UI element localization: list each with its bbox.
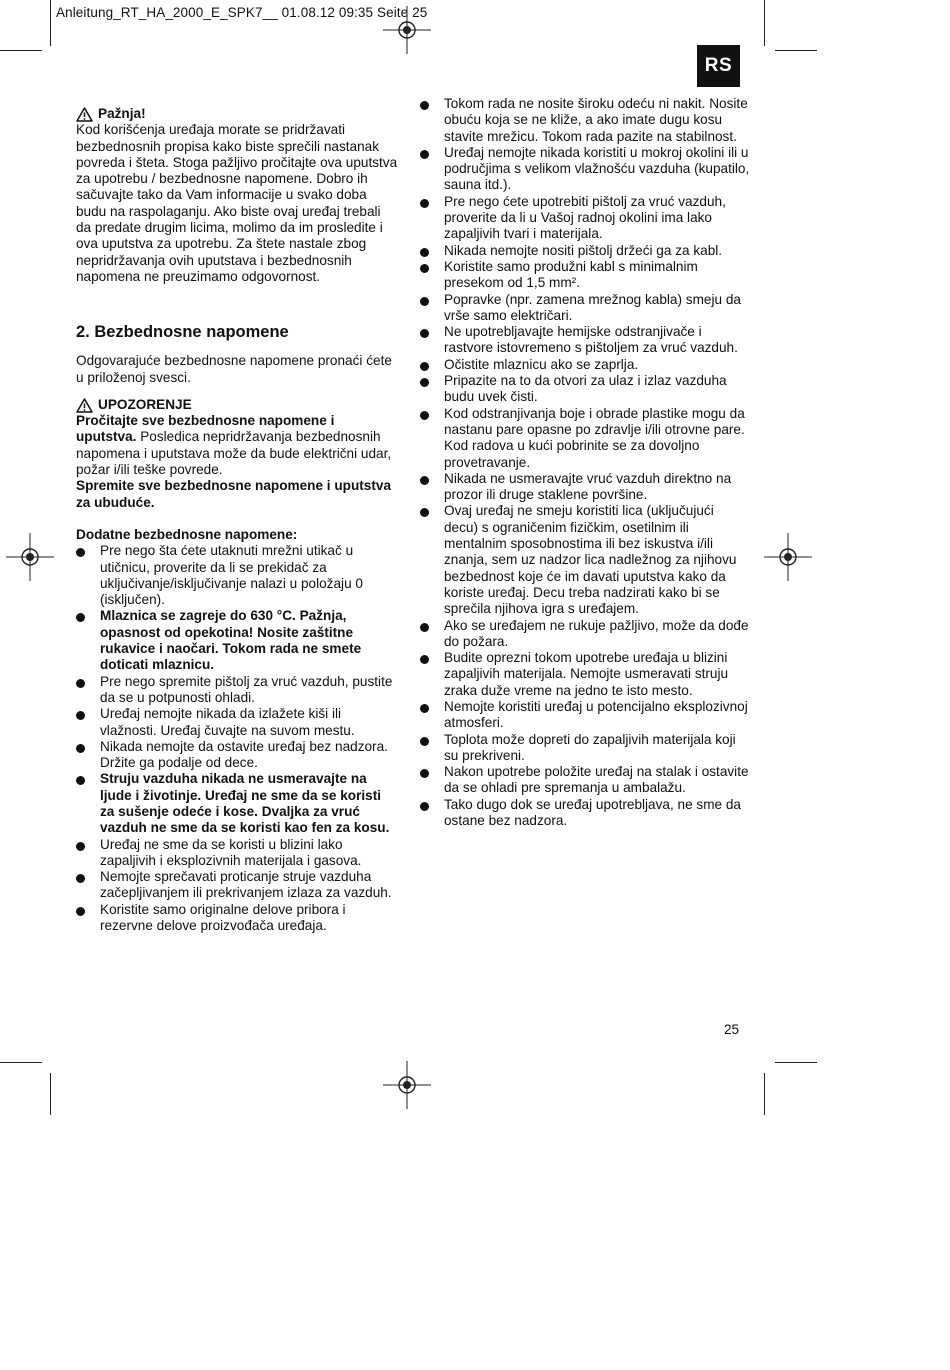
list-item: Ako se uređajem ne rukuje pažljivo, može da dođe do požara. <box>420 618 750 651</box>
right-column <box>420 96 750 829</box>
list-item: Mlaznica se zagreje do 630 °C. Pažnja, opasnost od opekotina! Nosite zaštitne rukavice i naočari. Tokom rada ne smete doticati mlaznicu. <box>76 608 398 673</box>
crop-mark <box>50 0 51 46</box>
list-item: Pre nego ćete upotrebiti pištolj za vruć vazduh, proverite da li u Vašoj radnoj okolini ima lako zapaljivih tvari i materijala. <box>420 194 750 243</box>
warning-text: Posledica nepridržavanja bezbednosnih napomena i uputstava može da bude električni udar, požar i/ili teške povrede. <box>76 429 392 478</box>
crop-mark <box>764 0 765 46</box>
list-item: Uređaj nemojte nikada da izlažete kiši ili vlažnosti. Uređaj čuvajte na suvom mestu. <box>76 706 398 739</box>
list-item: Ovaj uređaj ne smeju koristiti lica (uključujući decu) s ograničenim fizičkim, osetilnim ili mentalnim sposobnostima ili bez iskustva i/ili znanja, sem uz nadzor lica nadležnog za njihovu bezbednost koje će im davati uputstva kako da koriste uređaj. Decu treba nadzirati kako bi se sprečila njihova igra s uređajem. <box>420 503 750 617</box>
list-item: Budite oprezni tokom upotrebe uređaja u blizini zapaljivih materijala. Nemojte usmeravati struju zraka duže vreme na jedno te isto mesto. <box>420 650 750 699</box>
list-item: Popravke (npr. zamena mrežnog kabla) smeju da vrše samo električari. <box>420 292 750 325</box>
list-item: Kod odstranjivanja boje i obrade plastike mogu da nastanu pare opasne po zdravlje i/ili otrovne pare. Kod radova u kući pobrinite se za dovoljno provetravanje. <box>420 406 750 471</box>
warning-triangle-icon <box>76 398 93 413</box>
list-item: Nemojte koristiti uređaj u potencijalno eksplozivnoj atmosferi. <box>420 699 750 732</box>
registration-mark-icon <box>383 1061 431 1109</box>
list-item: Pre nego spremite pištolj za vruć vazduh, pustite da se u potpunosti ohladi. <box>76 674 398 707</box>
print-header: Anleitung_RT_HA_2000_E_SPK7__ 01.08.12 09:35 Seite 25 <box>56 5 428 20</box>
list-item: Nemojte sprečavati proticanje struje vazduha začepljivanjem ili prekrivanjem izlaza za vazduh. <box>76 869 398 902</box>
list-item: Nikada nemojte nositi pištolj držeći ga za kabl. <box>420 243 750 259</box>
caution-heading <box>76 106 398 122</box>
list-item: Nikada nemojte da ostavite uređaj bez nadzora. Držite ga podalje od dece. <box>76 739 398 772</box>
crop-mark <box>775 50 817 51</box>
list-item: Uređaj nemojte nikada koristiti u mokroj okolini ili u područjima s velikom vlažnošću vazduha (kupatilo, sauna itd.). <box>420 145 750 194</box>
crop-mark <box>0 1062 42 1063</box>
left-bullet-list <box>76 543 398 934</box>
list-item: Tako dugo dok se uređaj upotrebljava, ne sme da ostane bez nadzora. <box>420 797 750 830</box>
list-item: Struju vazduha nikada ne usmeravajte na ljude i životinje. Uređaj ne sme da se koristi za sušenje odeće i kose. Dvaljka za vruć vazduh ne sme da se koristi kao fen za kosu. <box>76 771 398 836</box>
list-item: Koristite samo originalne delove pribora i rezervne delove proizvođača uređaja. <box>76 902 398 935</box>
crop-mark <box>50 1073 51 1115</box>
caution-text: Kod korišćenja uređaja morate se pridržavati bezbednosnih propisa kako biste sprečili nastanak povreda i šteta. Stoga pažljivo pročitajte ova uputstva za upotrebu / bezbednosne napomene. Dobro ih sačuvajte tako da Vam informacije u svako doba budu na raspolaganju. Ako biste ovaj uređaj trebali da predate drugim licima, molimo da im prosledite i ova uputstva za upotrebu. Za štete nastale zbog nepridržavanja ovih uputstava i bezbednosnih napomena ne preuzimamo odgovornost. <box>76 122 398 284</box>
caution-title: Pažnja! <box>98 106 146 121</box>
warning-title: UPOZORENJE <box>98 396 192 412</box>
registration-mark-icon <box>383 6 431 54</box>
warning-bold-lead: Pročitajte sve bezbednosne napomene i uputstva. <box>76 413 335 445</box>
registration-mark-icon <box>6 533 54 581</box>
list-item: Koristite samo produžni kabl s minimalnim presekom od 1,5 mm². <box>420 259 750 292</box>
list-item: Ne upotrebljavajte hemijske odstranjivače i rastvore istovremeno s pištoljem za vruć vazduh. <box>420 324 750 357</box>
additional-title: Dodatne bezbednosne napomene: <box>76 526 298 542</box>
right-bullet-list <box>420 96 750 829</box>
list-item: Uređaj ne sme da se koristi u blizini lako zapaljivih i eksplozivnih materijala i gasova. <box>76 837 398 870</box>
list-item: Pre nego šta ćete utaknuti mrežni utikač u utičnicu, proverite da li se prekidač za uključivanje/isključivanje nalazi u položaju 0 (isključen). <box>76 543 398 608</box>
section-intro: Odgovarajuće bezbednosne napomene pronaći ćete u priloženoj svesci. <box>76 353 392 385</box>
list-item: Tokom rada ne nosite široku odeću ni nakit. Nosite obuću koja se ne kliže, a ako imate dugu kosu stavite mrežicu. Tokom rada pazite na stabilnost. <box>420 96 750 145</box>
warning-paragraph <box>76 413 398 478</box>
warning-keep-note: Spremite sve bezbednosne napomene i uputstva za ubuduće. <box>76 478 391 510</box>
registration-mark-icon <box>764 533 812 581</box>
list-item: Očistite mlaznicu ako se zaprlja. <box>420 357 750 373</box>
page-number: 25 <box>724 1022 740 1037</box>
list-item: Pripazite na to da otvori za ulaz i izlaz vazduha budu uvek čisti. <box>420 373 750 406</box>
warning-heading <box>76 397 398 413</box>
crop-mark <box>0 50 42 51</box>
list-item: Nikada ne usmeravajte vruć vazduh direktno na prozor ili druge staklene površine. <box>420 471 750 504</box>
language-badge: RS <box>697 45 740 87</box>
crop-mark <box>775 1062 817 1063</box>
left-column <box>76 106 398 934</box>
crop-mark <box>764 1073 765 1115</box>
list-item: Nakon upotrebe položite uređaj na stalak i ostavite da se ohladi pre spremanja u ambalažu. <box>420 764 750 797</box>
warning-triangle-icon <box>76 107 93 122</box>
list-item: Toplota može dopreti do zapaljivih materijala koji su prekriveni. <box>420 732 750 765</box>
section-title: 2. Bezbednosne napomene <box>76 323 289 342</box>
